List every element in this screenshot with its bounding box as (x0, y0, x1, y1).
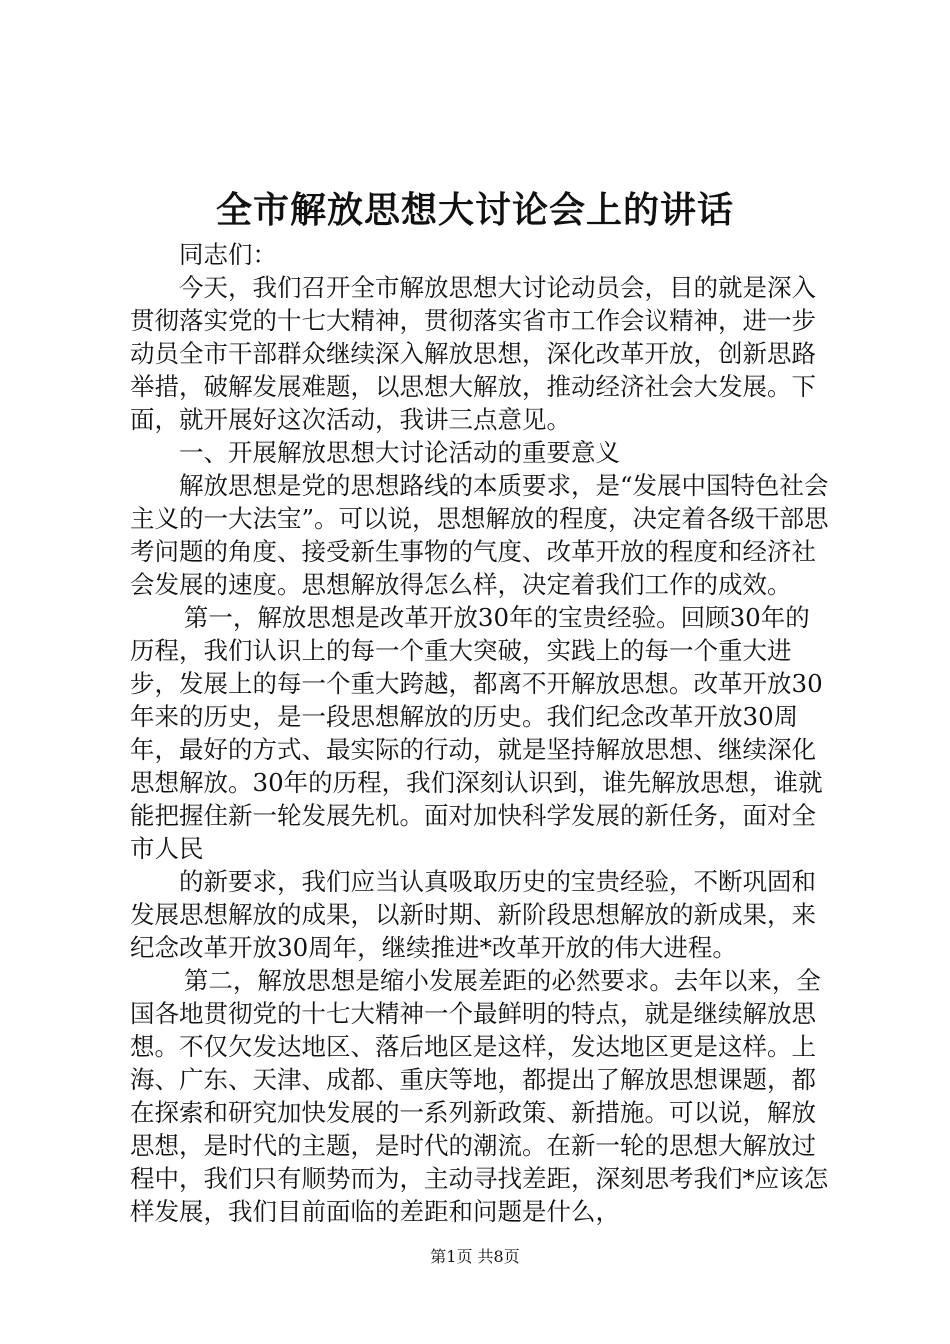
section-heading: 一、开展解放思想大讨论活动的重要意义 (179, 438, 620, 467)
body-paragraph: 第一，解放思想是改革开放30年的宝贵经验。回顾30年的历程，我们认识上的每一个重大突破，实践上的每一个重大进步，发展上的每一个重大跨越，都离不开解放思想。改革开放30年来的历史，是一段思想解放的历史。我们纪念改革开放30周年，最好的方式、最实际的行动，就是坚持解放思想、继续深化思想解放。30年的历程，我们深刻认识到，谁先解放思想，谁就能把握住新一轮发展先机。面对加快科学发展的新任务，面对全市人民 (130, 603, 823, 863)
document-title: 全市解放思想大讨论会上的讲话 (215, 189, 734, 231)
intro-paragraph: 今天，我们召开全市解放思想大讨论动员会，目的就是深入贯彻落实党的十七大精神，贯彻落实省市工作会议精神，进一步动员全市干部群众继续深入解放思想，深化改革开放，创新思路举措，破解发展难题，以思想大解放，推动经济社会大发展。下面，就开展好这次活动，我讲三点意见。 (130, 273, 816, 434)
page-number: 第1页 共8页 (430, 1247, 520, 1266)
body-paragraph: 第二，解放思想是缩小发展差距的必然要求。去年以来，全国各地贯彻党的十七大精神一个最鲜明的特点，就是继续解放思想。不仅欠发达地区、落后地区是这样，发达地区更是这样。上海、广东、天津、成都、重庆等地，都提出了解放思想课题，都在探索和研究加快发展的一系列新政策、新措施。可以说，解放思想，是时代的主题，是时代的潮流。在新一轮的思想大解放过程中，我们只有顺势而为，主动寻找差距，深刻思考我们*应该怎样发展，我们目前面临的差距和问题是什么， (130, 966, 829, 1226)
document-body (130, 238, 830, 1228)
body-paragraph: 的新要求，我们应当认真吸取历史的宝贵经验，不断巩固和发展思想解放的成果，以新时期、新阶段思想解放的新成果，来纪念改革开放30周年，继续推进*改革开放的伟大进程。 (130, 867, 816, 962)
salutation-paragraph: 同志们： (179, 240, 277, 269)
body-paragraph: 解放思想是党的思想路线的本质要求，是“发展中国特色社会主义的一大法宝”。可以说，思想解放的程度，决定着各级干部思考问题的角度、接受新生事物的气度、改革开放的程度和经济社会发展的速度。思想解放得怎么样，决定着我们工作的成效。 (130, 471, 829, 599)
